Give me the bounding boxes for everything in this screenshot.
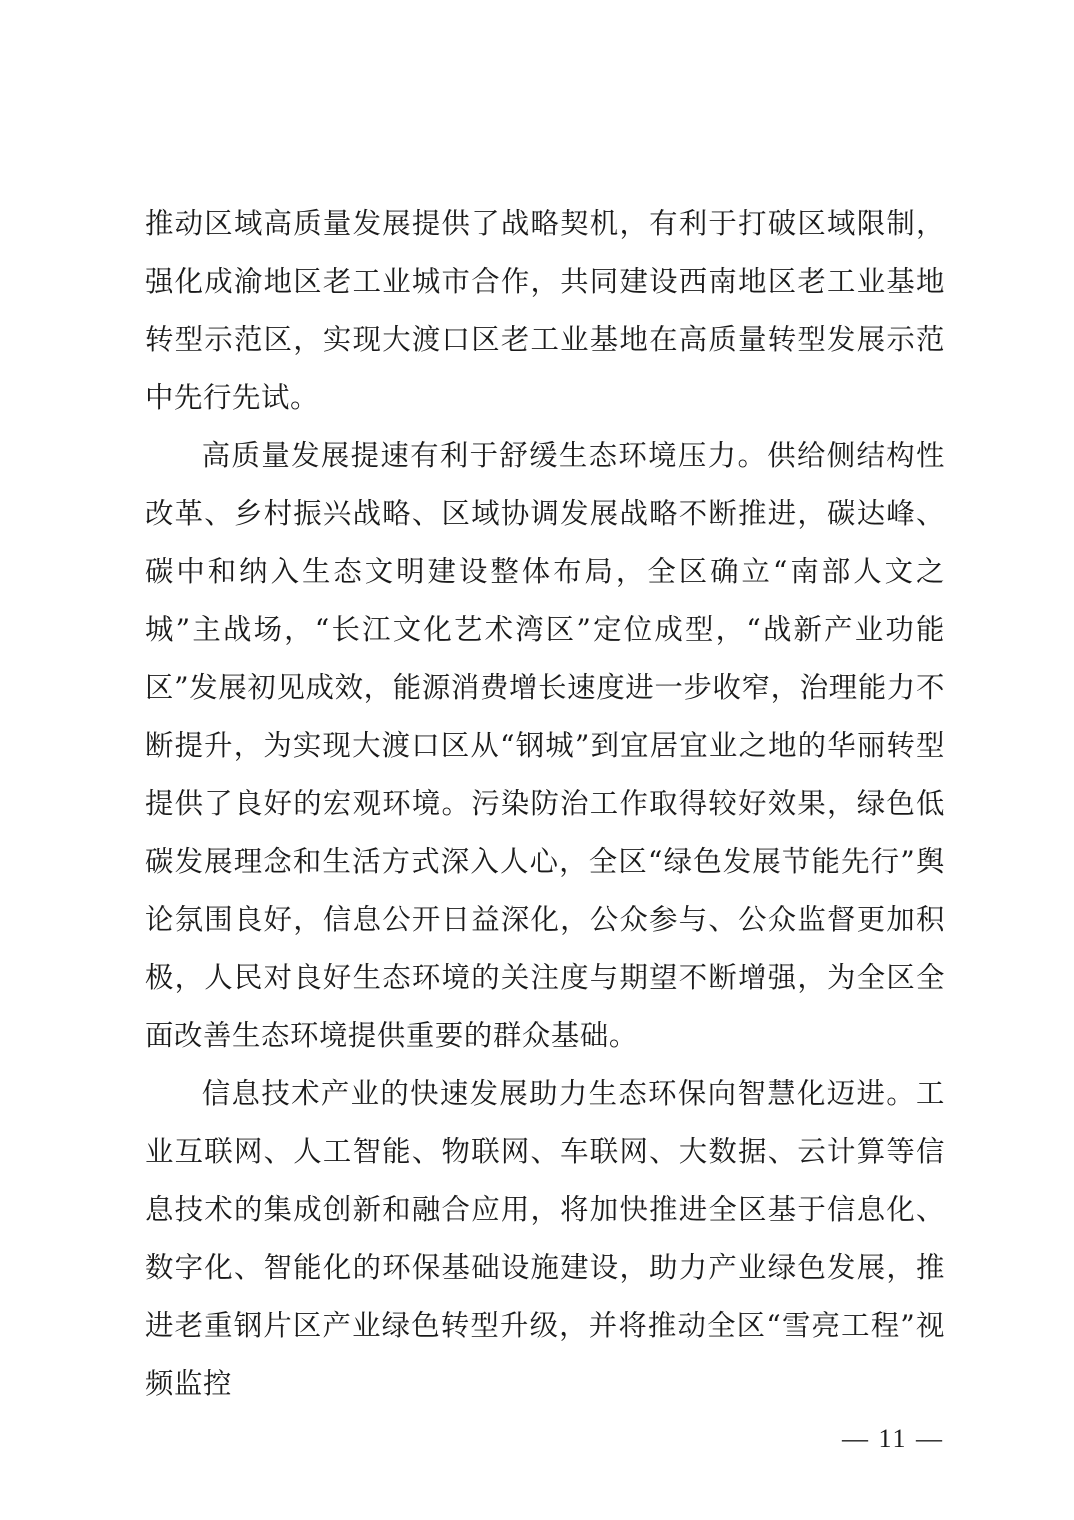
document-body [145,195,945,1413]
page-number: — 11 — [841,1424,944,1453]
paragraph-2: 高质量发展提速有利于舒缓生态环境压力。供给侧结构性改革、乡村振兴战略、区域协调发展战略不断推进，碳达峰、碳中和纳入生态文明建设整体布局，全区确立“南部人文之城”主战场，“长江文化艺术湾区”定位成型，“战新产业功能区”发展初见成效，能源消费增长速度进一步收窄，治理能力不断提升，为实现大渡口区从“钢城”到宜居宜业之地的华丽转型提供了良好的宏观环境。污染防治工作取得较好效果，绿色低碳发展理念和生活方式深入人心，全区“绿色发展节能先行”舆论氛围良好，信息公开日益深化，公众参与、公众监督更加积极，人民对良好生态环境的关注度与期望不断增强，为全区全面改善生态环境提供重要的群众基础。 [145,439,945,1052]
paragraph-3: 信息技术产业的快速发展助力生态环保向智慧化迈进。工业互联网、人工智能、物联网、车联网、大数据、云计算等信息技术的集成创新和融合应用，将加快推进全区基于信息化、数字化、智能化的环保基础设施建设，助力产业绿色发展，推进老重钢片区产业绿色转型升级，并将推动全区“雪亮工程”视频监控 [145,1077,945,1400]
paragraph-1: 推动区域高质量发展提供了战略契机，有利于打破区域限制，强化成渝地区老工业城市合作，共同建设西南地区老工业基地转型示范区，实现大渡口区老工业基地在高质量转型发展示范中先行先试。 [145,207,945,414]
